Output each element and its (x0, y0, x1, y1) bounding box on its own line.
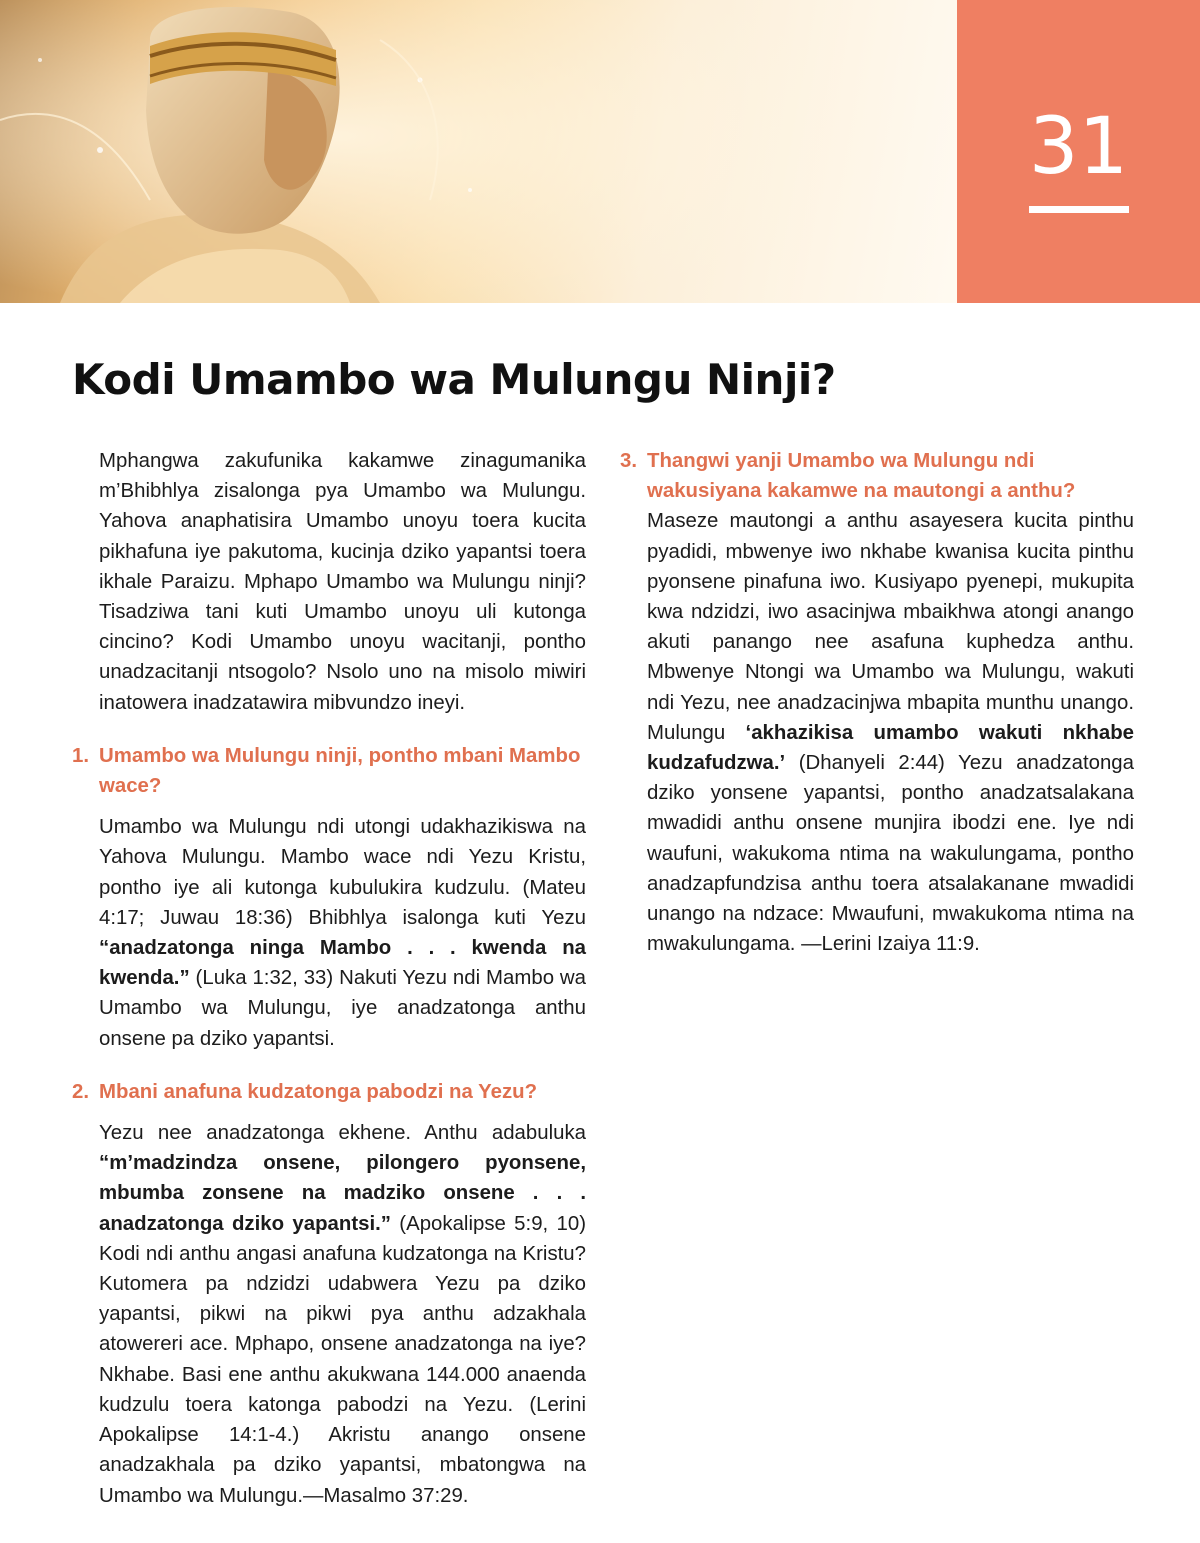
bold-quote: “m’madzindza onsene, pilongero pyonsene, mbumba zonsene na madziko onsene . . . anadzatonga dziko yapantsi.” (99, 1152, 586, 1235)
paragraph-text: (Dhanyeli 2:44) Yezu anadzatonga dziko yonsene yapantsi, pontho anadzatsalakana mwadidi anthu onsene munjira ibodzi ene. Iye ndi waufuni, wakukoma ntima na wakulungama, pontho anadzapfundzisa anthu toera atsalakanane mwadidi unango na ndzace: Mwaufuni, mwakukoma ntima na mwakulungama. —Lerini Izaiya 11:9. (647, 752, 1134, 956)
section-2-paragraph (99, 1118, 586, 1511)
lesson-number: 31 (1028, 102, 1129, 192)
paragraph-text: Maseze mautongi a anthu asayesera kucita pinthu pyadidi, mbwenye iwo nkhabe kwanisa kucita pinthu pyonsene pinafuna iwo. Kusiyapo pyenepi, mukupita kwa ndzidzi, iwo asacinjwa mbaikhwa atongi anango akuti panango nee asafuna kuphedza anthu. Mbwenye Ntongi wa Umambo wa Mulungu, wakuti ndi Yezu, nee anadzacinjwa mbapita munthu unango. Mulungu (647, 510, 1134, 744)
section-3-paragraph (647, 506, 1134, 959)
paragraph-text: Umambo wa Mulungu ndi utongi udakhazikiswa na Yahova Mulungu. Mambo wace ndi Yezu Kristu, pontho iye ali kutonga kubulukira kudzulu. (Mateu 4:17; Juwau 18:36) Bhibhlya isalonga kuti Yezu (99, 816, 586, 929)
bold-quote: “anadzatonga ninga Mambo . . . kwenda na kwenda.” (99, 937, 586, 990)
section-number: 3. (620, 450, 638, 472)
hero-image (0, 0, 957, 303)
question-text: Umambo wa Mulungu ninji, pontho mbani Mambo wace? (99, 744, 581, 798)
jesus-king-illustration (0, 0, 957, 303)
section-2-question (72, 1077, 586, 1107)
lesson-number-box (957, 0, 1200, 303)
bold-quote: ‘akhazikisa umambo wakuti nkhabe kudzafudzwa.’ (647, 721, 1134, 775)
paragraph-text: Yezu nee anadzatonga ekhene. Anthu adabuluka (99, 1122, 586, 1145)
section-1-paragraph (99, 812, 586, 1054)
intro-paragraph: Mphangwa zakufunika kakamwe zinagumanika m’Bhibhlya zisalonga pya Umambo wa Mulungu. Yahova anaphatisira Umambo unoyu toera kucita pikhafuna iye pakutoma, kucinja dziko yapantsi toera ikhale Paraizu. Mphapo Umambo wa Mulungu ninji? Tisadziwa tani kuti Umambo unoyu uli kutonga cincino? Kodi Umambo unoyu wacitanji, pontho unadzacitanji ntsogolo? Nsolo uno na misolo miwiri inatowera inadzatawira mibvundzo ineyi. (99, 450, 586, 714)
section-number: 2. (72, 1080, 90, 1103)
page-title: Kodi Umambo wa Mulungu Ninji? (72, 355, 836, 404)
question-text: Mbani anafuna kudzatonga pabodzi na Yezu? (99, 1080, 538, 1103)
left-column (72, 446, 586, 1511)
section-3-question (620, 446, 1134, 506)
right-column (620, 446, 1134, 959)
question-text: Thangwi yanji Umambo wa Mulungu ndi wakusiyana kakamwe na mautongi a anthu? (647, 450, 1076, 503)
section-number: 1. (72, 744, 90, 767)
paragraph-text: (Apokalipse 5:9, 10) Kodi ndi anthu angasi anafuna kudzatonga na Kristu? Kutomera pa ndzidzi udabwera Yezu pa dziko yapantsi, pikwi na pikwi pya anthu adzakhala atowereri ace. Mphapo, onsene anadzatonga na iye? Nkhabe. Basi ene anthu akukwana 144.000 anaenda kudzulu toera katonga pabodzi na Yezu. (Lerini Apokalipse 14:1-4.) Akristu anango onsene anadzakhala pa dziko yapantsi, mbatongwa na Umambo wa Mulungu.—Masalmo 37:29. (99, 1212, 586, 1507)
paragraph-text: (Luka 1:32, 33) Nakuti Yezu ndi Mambo wa Umambo wa Mulungu, iye anadzatonga anthu onsene pa dziko yapantsi. (99, 967, 586, 1050)
section-1-question (72, 741, 586, 801)
lesson-number-underline (1029, 206, 1129, 213)
